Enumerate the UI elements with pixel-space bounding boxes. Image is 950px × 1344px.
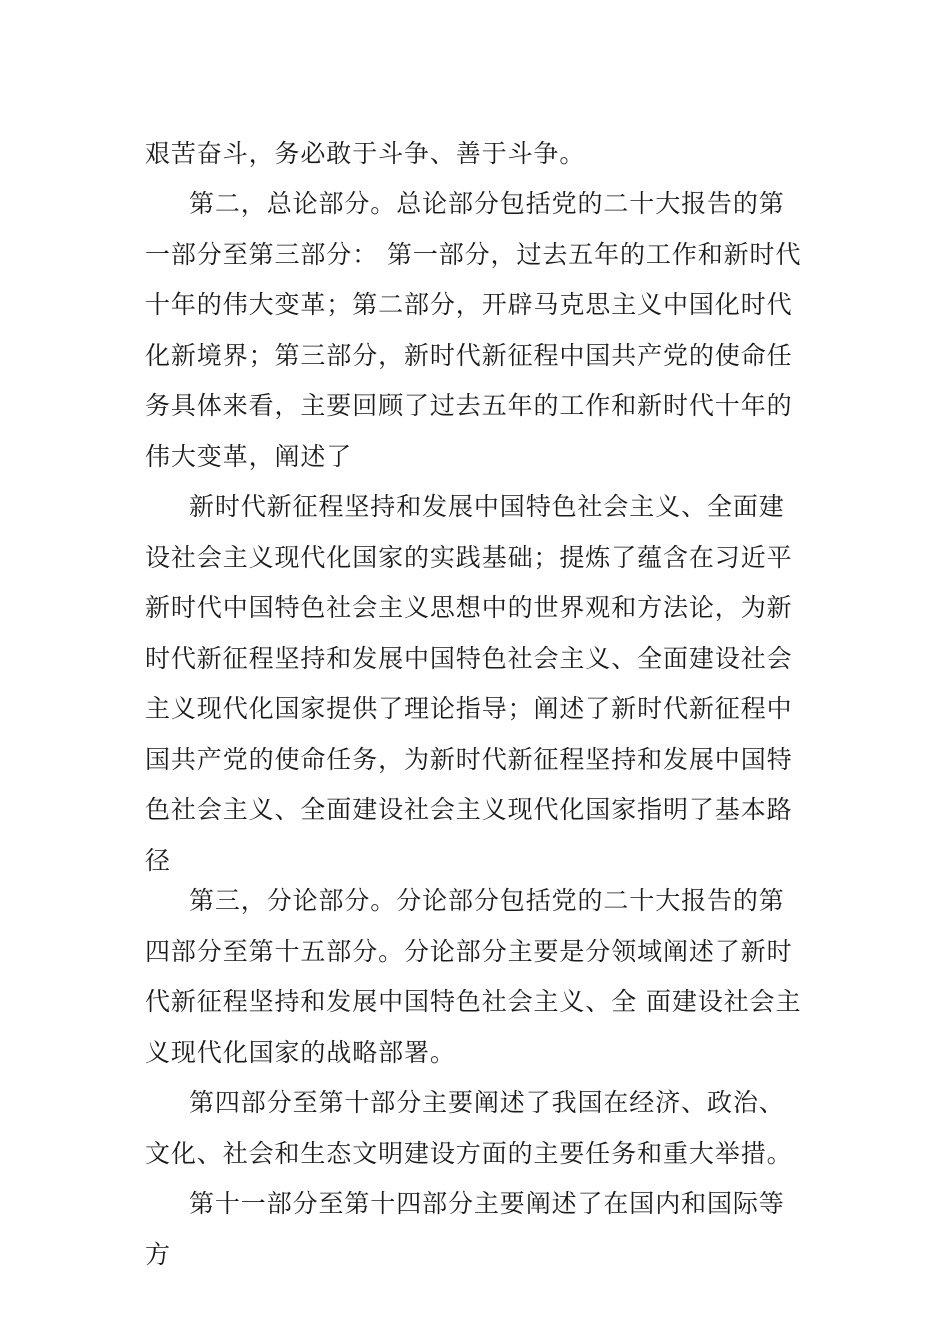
paragraph-parts-four-to-ten: 第四部分至第十部分主要阐述了我国在经济、政治、文化、社会和生态文明建设方面的主要任务和重大举措。 — [145, 1088, 793, 1168]
paragraph-parts-eleven-to-fourteen: 第十一部分至第十四部分主要阐述了在国内和国际等方 — [145, 1189, 785, 1269]
paragraph-general-section: 第二，总论部分。总论部分包括党的二十大报告的第一部分至第三部分： 第一部分，过去五年的工作和新时代十年的伟大变革；第二部分，开辟马克思主义中国化时代化新境界；第三部分，新时代新征程中国共产党的使命任务具体来看，主要回顾了过去五年的工作和新时代十年的伟大变革，阐述了 — [145, 189, 802, 471]
paragraph-continuation: 艰苦奋斗，务必敢于斗争、善于斗争。 — [145, 139, 586, 168]
paragraph-specific-section: 第三，分论部分。分论部分包括党的二十大报告的第四部分至第十五部分。分论部分主要是分领域阐述了新时代新征程坚持和发展中国特色社会主义、全 面建设社会主义现代化国家的战略部署。 — [145, 886, 802, 1067]
paragraph-general-section-detail: 新时代新征程坚持和发展中国特色社会主义、全面建设社会主义现代化国家的实践基础；提炼了蕴含在习近平新时代中国特色社会主义思想中的世界观和方法论，为新时代新征程坚持和发展中国特色社会主义、全面建设社会主义现代化国家提供了理论指导；阐述了新时代新征程中国共产党的使命任务，为新时代新征程坚持和发展中国特色社会主义、全面建设社会主义现代化国家指明了基本路径 — [145, 492, 793, 875]
